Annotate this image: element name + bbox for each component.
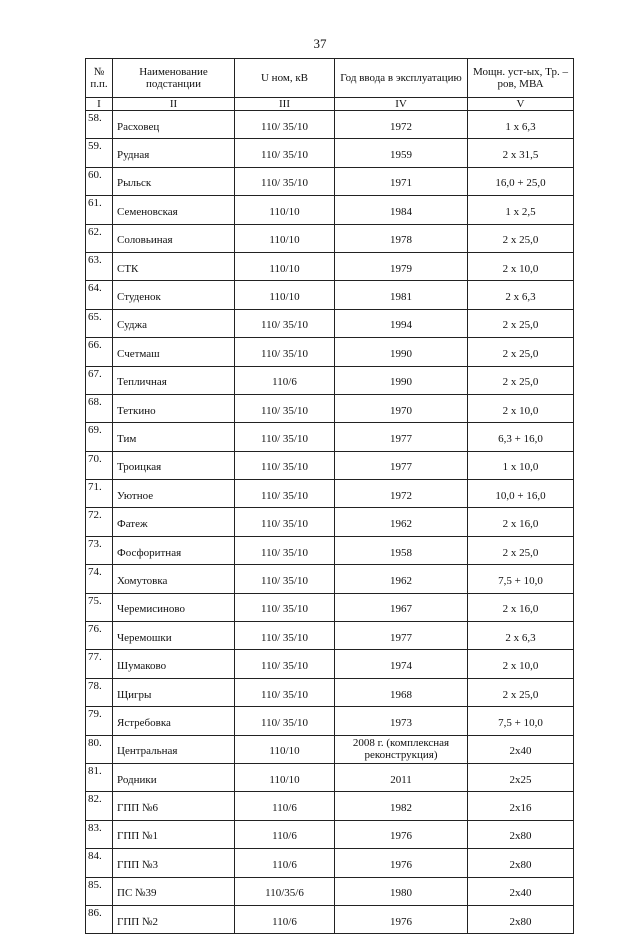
row-number: 61. [86, 196, 113, 224]
table-body [86, 111, 574, 934]
rated-voltage: 110/10 [235, 763, 335, 791]
rated-voltage: 110/6 [235, 820, 335, 848]
column-numbering-row [86, 98, 574, 111]
column-number: I [86, 98, 113, 111]
commission-year: 1972 [335, 480, 468, 508]
table-row [86, 394, 574, 422]
table-row [86, 366, 574, 394]
row-number: 71. [86, 480, 113, 508]
rated-voltage: 110/ 35/10 [235, 309, 335, 337]
transformer-capacity: 2 х 16,0 [468, 508, 574, 536]
transformer-capacity: 1 х 10,0 [468, 451, 574, 479]
transformer-capacity: 2 х 6,3 [468, 281, 574, 309]
transformer-capacity: 2 х 10,0 [468, 394, 574, 422]
header-power: Мощн. уст-ых, Тр. – ров, МВА [468, 59, 574, 98]
commission-year: 1980 [335, 877, 468, 905]
commission-year: 1962 [335, 508, 468, 536]
substation-name: Ястребовка [113, 707, 235, 735]
commission-year: 1976 [335, 820, 468, 848]
substation-name: Семеновская [113, 196, 235, 224]
transformer-capacity: 2 х 6,3 [468, 622, 574, 650]
substation-name: Черемошки [113, 622, 235, 650]
commission-year: 1976 [335, 905, 468, 933]
commission-year: 1982 [335, 792, 468, 820]
commission-year: 1971 [335, 167, 468, 195]
row-number: 82. [86, 792, 113, 820]
rated-voltage: 110/ 35/10 [235, 678, 335, 706]
commission-year: 1994 [335, 309, 468, 337]
rated-voltage: 110/10 [235, 735, 335, 763]
commission-year: 1977 [335, 451, 468, 479]
transformer-capacity: 2х40 [468, 735, 574, 763]
row-number: 70. [86, 451, 113, 479]
row-number: 79. [86, 707, 113, 735]
row-number: 85. [86, 877, 113, 905]
substation-name: Черемисиново [113, 593, 235, 621]
row-number: 80. [86, 735, 113, 763]
substation-name: Рыльск [113, 167, 235, 195]
table-row [86, 338, 574, 366]
substation-name: ГПП №1 [113, 820, 235, 848]
table-row [86, 622, 574, 650]
rated-voltage: 110/ 35/10 [235, 593, 335, 621]
commission-year: 1973 [335, 707, 468, 735]
table-row [86, 593, 574, 621]
table-row [86, 281, 574, 309]
substation-name: Центральная [113, 735, 235, 763]
header-num: № п.п. [86, 59, 113, 98]
transformer-capacity: 7,5 + 10,0 [468, 707, 574, 735]
substation-name: Тим [113, 423, 235, 451]
rated-voltage: 110/10 [235, 281, 335, 309]
transformer-capacity: 10,0 + 16,0 [468, 480, 574, 508]
commission-year: 1958 [335, 536, 468, 564]
substation-name: ПС №39 [113, 877, 235, 905]
commission-year: 1981 [335, 281, 468, 309]
transformer-capacity: 1 х 2,5 [468, 196, 574, 224]
row-number: 72. [86, 508, 113, 536]
rated-voltage: 110/ 35/10 [235, 480, 335, 508]
substation-name: ГПП №2 [113, 905, 235, 933]
row-number: 77. [86, 650, 113, 678]
commission-year: 1977 [335, 622, 468, 650]
commission-year: 1978 [335, 224, 468, 252]
row-number: 64. [86, 281, 113, 309]
row-number: 75. [86, 593, 113, 621]
column-number: III [235, 98, 335, 111]
table-row [86, 196, 574, 224]
table-row [86, 224, 574, 252]
rated-voltage: 110/ 35/10 [235, 622, 335, 650]
transformer-capacity: 2х80 [468, 849, 574, 877]
table-row [86, 792, 574, 820]
substation-name: ГПП №3 [113, 849, 235, 877]
transformer-capacity: 2х16 [468, 792, 574, 820]
row-number: 59. [86, 139, 113, 167]
table-row [86, 707, 574, 735]
transformer-capacity: 7,5 + 10,0 [468, 565, 574, 593]
transformer-capacity: 2х80 [468, 905, 574, 933]
table-row [86, 309, 574, 337]
column-number: IV [335, 98, 468, 111]
table-row [86, 167, 574, 195]
table-row [86, 536, 574, 564]
rated-voltage: 110/ 35/10 [235, 508, 335, 536]
commission-year: 1972 [335, 111, 468, 139]
commission-year: 1984 [335, 196, 468, 224]
transformer-capacity: 2 х 25,0 [468, 536, 574, 564]
column-number: II [113, 98, 235, 111]
rated-voltage: 110/10 [235, 224, 335, 252]
substation-name: Соловьиная [113, 224, 235, 252]
row-number: 78. [86, 678, 113, 706]
row-number: 84. [86, 849, 113, 877]
transformer-capacity: 2 х 10,0 [468, 252, 574, 280]
commission-year: 1962 [335, 565, 468, 593]
row-number: 62. [86, 224, 113, 252]
table-row [86, 820, 574, 848]
transformer-capacity: 2 х 25,0 [468, 338, 574, 366]
rated-voltage: 110/ 35/10 [235, 423, 335, 451]
row-number: 69. [86, 423, 113, 451]
substation-name: Тепличная [113, 366, 235, 394]
header-year: Год ввода в эксплуатацию [335, 59, 468, 98]
transformer-capacity: 1 х 6,3 [468, 111, 574, 139]
transformer-capacity: 6,3 + 16,0 [468, 423, 574, 451]
row-number: 67. [86, 366, 113, 394]
table-row [86, 508, 574, 536]
substation-name: Щигры [113, 678, 235, 706]
rated-voltage: 110/ 35/10 [235, 536, 335, 564]
rated-voltage: 110/ 35/10 [235, 394, 335, 422]
header-voltage: U ном, кВ [235, 59, 335, 98]
row-number: 65. [86, 309, 113, 337]
rated-voltage: 110/6 [235, 905, 335, 933]
substation-name: Шумаково [113, 650, 235, 678]
rated-voltage: 110/10 [235, 196, 335, 224]
row-number: 73. [86, 536, 113, 564]
rated-voltage: 110/ 35/10 [235, 707, 335, 735]
rated-voltage: 110/ 35/10 [235, 139, 335, 167]
table-row [86, 139, 574, 167]
transformer-capacity: 2х25 [468, 763, 574, 791]
rated-voltage: 110/6 [235, 792, 335, 820]
substation-name: Родники [113, 763, 235, 791]
transformer-capacity: 2 х 25,0 [468, 224, 574, 252]
rated-voltage: 110/ 35/10 [235, 167, 335, 195]
row-number: 68. [86, 394, 113, 422]
table-row [86, 423, 574, 451]
rated-voltage: 110/6 [235, 849, 335, 877]
transformer-capacity: 16,0 + 25,0 [468, 167, 574, 195]
table-row [86, 451, 574, 479]
rated-voltage: 110/ 35/10 [235, 451, 335, 479]
table-header-row [86, 59, 574, 98]
table-row [86, 565, 574, 593]
transformer-capacity: 2х80 [468, 820, 574, 848]
column-number: V [468, 98, 574, 111]
transformer-capacity: 2 х 31,5 [468, 139, 574, 167]
commission-year: 1974 [335, 650, 468, 678]
table-row [86, 763, 574, 791]
substation-name: Уютное [113, 480, 235, 508]
table-row [86, 877, 574, 905]
row-number: 76. [86, 622, 113, 650]
row-number: 63. [86, 252, 113, 280]
substation-name: Троицкая [113, 451, 235, 479]
table-row [86, 735, 574, 763]
table-row [86, 849, 574, 877]
rated-voltage: 110/ 35/10 [235, 338, 335, 366]
substation-name: Рудная [113, 139, 235, 167]
commission-year: 1977 [335, 423, 468, 451]
row-number: 74. [86, 565, 113, 593]
commission-year: 1990 [335, 366, 468, 394]
substation-name: ГПП №6 [113, 792, 235, 820]
substation-name: Фатеж [113, 508, 235, 536]
commission-year: 1976 [335, 849, 468, 877]
substation-name: СТК [113, 252, 235, 280]
commission-year: 1968 [335, 678, 468, 706]
table-row [86, 650, 574, 678]
table-row [86, 905, 574, 933]
substation-name: Расховец [113, 111, 235, 139]
row-number: 66. [86, 338, 113, 366]
commission-year: 1959 [335, 139, 468, 167]
commission-year: 1970 [335, 394, 468, 422]
substation-name: Суджа [113, 309, 235, 337]
rated-voltage: 110/35/6 [235, 877, 335, 905]
header-name: Наименование подстанции [113, 59, 235, 98]
page-number: 37 [313, 36, 327, 51]
table-row [86, 678, 574, 706]
transformer-capacity: 2 х 25,0 [468, 309, 574, 337]
commission-year: 1990 [335, 338, 468, 366]
rated-voltage: 110/10 [235, 252, 335, 280]
transformer-capacity: 2х40 [468, 877, 574, 905]
transformer-capacity: 2 х 25,0 [468, 678, 574, 706]
row-number: 60. [86, 167, 113, 195]
table-row [86, 252, 574, 280]
commission-year: 2008 г. (комплексная реконструкция) [335, 735, 468, 763]
substation-name: Хомутовка [113, 565, 235, 593]
row-number: 83. [86, 820, 113, 848]
table-row [86, 111, 574, 139]
rated-voltage: 110/ 35/10 [235, 565, 335, 593]
substation-name: Студенок [113, 281, 235, 309]
substation-name: Теткино [113, 394, 235, 422]
row-number: 81. [86, 763, 113, 791]
row-number: 86. [86, 905, 113, 933]
substations-table [85, 58, 574, 934]
rated-voltage: 110/ 35/10 [235, 650, 335, 678]
commission-year: 1967 [335, 593, 468, 621]
rated-voltage: 110/ 35/10 [235, 111, 335, 139]
transformer-capacity: 2 х 25,0 [468, 366, 574, 394]
substation-name: Счетмаш [113, 338, 235, 366]
rated-voltage: 110/6 [235, 366, 335, 394]
substation-name: Фосфоритная [113, 536, 235, 564]
row-number: 58. [86, 111, 113, 139]
transformer-capacity: 2 х 16,0 [468, 593, 574, 621]
transformer-capacity: 2 х 10,0 [468, 650, 574, 678]
commission-year: 2011 [335, 763, 468, 791]
commission-year: 1979 [335, 252, 468, 280]
table-row [86, 480, 574, 508]
